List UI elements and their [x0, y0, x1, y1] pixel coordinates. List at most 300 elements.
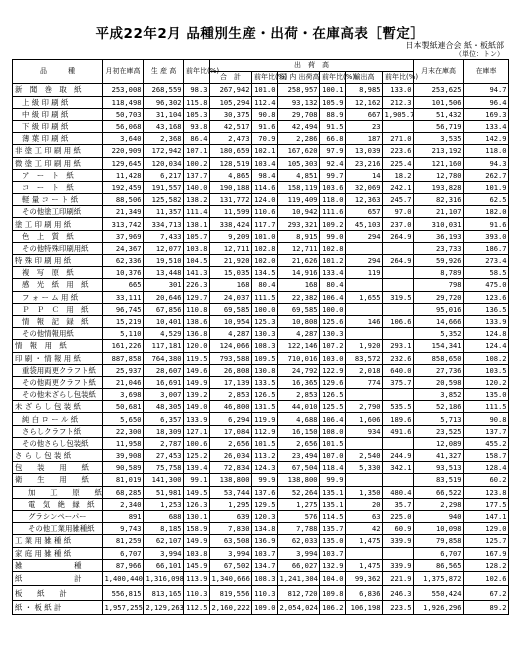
table-cell: 121,160	[414, 157, 464, 169]
row-label: 板 紙 計	[13, 586, 103, 601]
table-cell: 491.6	[383, 425, 414, 437]
table-cell: 237.0	[383, 218, 414, 230]
table-cell	[383, 389, 414, 401]
table-cell: 108.0	[320, 425, 346, 437]
table-cell: 43,168	[144, 120, 184, 132]
table-cell: 10,401	[144, 315, 184, 327]
table-cell: 114.5	[320, 510, 346, 522]
table-row	[13, 255, 509, 267]
table-cell	[346, 437, 383, 449]
table-cell: 1,926,296	[414, 600, 464, 615]
table-cell: 3,994	[144, 547, 184, 559]
table-cell: 123.8	[464, 486, 509, 498]
row-label: コ ー ト 紙	[13, 181, 103, 193]
table-cell: 262.7	[464, 169, 509, 181]
table-cell: 26,034	[210, 450, 252, 462]
table-cell: 48,305	[144, 401, 184, 413]
table-cell: 891	[103, 510, 144, 522]
table-cell: 107.0	[320, 450, 346, 462]
table-cell: 111.5	[252, 291, 278, 303]
table-cell: 124,066	[210, 340, 252, 352]
table-cell: 113.9	[184, 571, 210, 586]
table-cell: 264.9	[383, 230, 414, 242]
table-cell: 27,453	[144, 450, 184, 462]
table-cell: 126.5	[320, 389, 346, 401]
table-row	[13, 84, 509, 96]
table-cell: 23,525	[414, 425, 464, 437]
table-cell: 81,259	[103, 535, 144, 547]
table-cell: 113.2	[252, 450, 278, 462]
row-label: 情 報 用 紙	[13, 340, 103, 352]
table-cell: 172,942	[144, 145, 184, 157]
table-cell: 130.3	[252, 328, 278, 340]
header-production: 生 産 高	[144, 60, 184, 84]
row-label: 未 ざ ら し 包 装 紙	[13, 401, 103, 413]
table-cell: 139.2	[184, 389, 210, 401]
table-cell: 118,498	[103, 96, 144, 108]
table-cell: 124.8	[464, 328, 509, 340]
table-row	[13, 474, 509, 486]
table-cell: 18,309	[144, 425, 184, 437]
table-cell: 8,915	[278, 230, 320, 242]
table-cell: 21,349	[103, 206, 144, 218]
table-cell: 87,966	[103, 559, 144, 571]
row-label: その他さらし包装紙	[13, 437, 103, 449]
table-row	[13, 425, 509, 437]
table-cell: 6,357	[144, 413, 184, 425]
table-cell: 88.9	[320, 108, 346, 120]
table-cell: 96.4	[464, 96, 509, 108]
table-cell: 5,110	[103, 328, 144, 340]
table-cell: 158.9	[184, 523, 210, 535]
table-cell: 273.4	[464, 255, 509, 267]
table-cell: 657	[346, 206, 383, 218]
table-row	[13, 157, 509, 169]
table-cell: 97.0	[383, 206, 414, 218]
table-cell: 124.4	[464, 340, 509, 352]
table-cell: 59,926	[414, 255, 464, 267]
table-cell: 11,428	[103, 169, 144, 181]
table-cell: 2,129,263	[144, 600, 184, 615]
table-cell: 120,034	[144, 157, 184, 169]
table-cell: 12,711	[210, 242, 252, 254]
table-cell: 186.7	[464, 242, 509, 254]
table-row	[13, 462, 509, 474]
table-cell: 112.9	[252, 425, 278, 437]
table-row	[13, 242, 509, 254]
table-row	[13, 133, 509, 145]
table-cell: 86.4	[184, 133, 210, 145]
table-cell: 3,994	[278, 547, 320, 559]
table-cell: 117.7	[252, 218, 278, 230]
report-title: 平成22年2月 品種別生産・出荷・在庫高表［暫定］	[95, 26, 425, 42]
row-label: 雑 種	[13, 559, 103, 571]
table-cell: 576	[278, 510, 320, 522]
table-cell: 97.9	[320, 145, 346, 157]
table-cell: 136.8	[184, 328, 210, 340]
table-cell: 2,054,024	[278, 600, 320, 615]
table-cell: 39,908	[103, 450, 144, 462]
table-row	[13, 145, 509, 157]
table-cell: 253,625	[414, 84, 464, 96]
table-cell: 114.6	[252, 181, 278, 193]
table-cell: 31,104	[144, 108, 184, 120]
table-cell: 934	[346, 425, 383, 437]
table-cell: 190,188	[210, 181, 252, 193]
table-cell: 93,132	[278, 96, 320, 108]
table-cell: 100.6	[184, 437, 210, 449]
table-cell: 125.3	[252, 315, 278, 327]
table-cell: 2,286	[278, 133, 320, 145]
row-label: フ ォ ー ム 用 紙	[13, 291, 103, 303]
table-cell: 161,226	[103, 340, 144, 352]
table-cell: 52,186	[414, 401, 464, 413]
table-cell: 135.0	[320, 535, 346, 547]
table-cell: 158.7	[464, 450, 509, 462]
table-cell: 146	[346, 315, 383, 327]
table-cell: 125.2	[184, 450, 210, 462]
table-cell: 1,340,666	[210, 571, 252, 586]
table-cell: 30,375	[210, 108, 252, 120]
table-cell: 556,815	[103, 586, 144, 601]
table-cell	[383, 267, 414, 279]
row-label: 中 級 印 刷 紙	[13, 108, 103, 120]
table-cell: 167,620	[278, 145, 320, 157]
table-cell: 15,219	[103, 315, 144, 327]
table-cell: 158,119	[278, 181, 320, 193]
table-cell	[346, 474, 383, 486]
table-cell: 2,473	[210, 133, 252, 145]
table-cell: 109.8	[320, 586, 346, 601]
table-cell: 99.0	[320, 230, 346, 242]
header-total-yoy: 前年比(%)	[252, 72, 278, 84]
table-cell: 32,069	[346, 181, 383, 193]
table-cell: 475.0	[464, 279, 509, 291]
table-cell: 480.4	[383, 486, 414, 498]
row-label: 塗 工 印 刷 用 紙	[13, 218, 103, 230]
table-cell: 221.9	[383, 571, 414, 586]
table-cell	[346, 389, 383, 401]
table-cell: 12,089	[414, 437, 464, 449]
table-cell	[383, 242, 414, 254]
table-cell: 83,519	[414, 474, 464, 486]
table-cell: 120.3	[252, 510, 278, 522]
table-cell: 1,241,304	[278, 571, 320, 586]
table-row	[13, 498, 509, 510]
row-label: 下 級 印 刷 紙	[13, 120, 103, 132]
table-cell: 26,808	[210, 364, 252, 376]
table-cell: 16,365	[278, 376, 320, 388]
table-cell: 774	[346, 376, 383, 388]
table-cell: 124.0	[252, 194, 278, 206]
table-cell: 14,916	[278, 267, 320, 279]
table-cell: 1,350	[346, 486, 383, 498]
table-cell: 37,969	[103, 230, 144, 242]
table-cell: 294	[346, 255, 383, 267]
table-cell: 42,517	[210, 120, 252, 132]
header-shipments: 出 荷 高	[210, 60, 414, 72]
table-cell: 3,994	[210, 547, 252, 559]
table-cell: 223.5	[383, 600, 414, 615]
table-cell: 133.4	[464, 120, 509, 132]
table-cell: 138.6	[184, 315, 210, 327]
table-cell: 246.3	[383, 586, 414, 601]
row-label: 紙 計	[13, 571, 103, 586]
table-cell: 66,101	[144, 559, 184, 571]
table-cell: 11,357	[144, 206, 184, 218]
table-cell: 67,502	[210, 559, 252, 571]
table-row	[13, 376, 509, 388]
table-cell: 133.9	[464, 315, 509, 327]
table-cell: 793,588	[210, 352, 252, 364]
table-cell: 12,162	[346, 96, 383, 108]
table-cell: 550,424	[414, 586, 464, 601]
table-cell	[346, 328, 383, 340]
table-cell: 8,185	[144, 523, 184, 535]
table-cell: 101.5	[320, 437, 346, 449]
row-label: さ ら し 包 装 紙	[13, 450, 103, 462]
table-row	[13, 486, 509, 498]
table-cell: 9,209	[210, 230, 252, 242]
table-cell: 134.8	[252, 523, 278, 535]
table-cell: 118.0	[464, 145, 509, 157]
table-cell: 93,513	[414, 462, 464, 474]
table-cell: 1,400,440	[103, 571, 144, 586]
table-cell: 111.4	[184, 206, 210, 218]
table-cell: 99.7	[320, 169, 346, 181]
table-cell: 1,295	[210, 498, 252, 510]
table-cell: 137.7	[184, 169, 210, 181]
table-row	[13, 401, 509, 413]
table-cell: 80.4	[320, 279, 346, 291]
table-cell: 103.8	[184, 242, 210, 254]
header-closing-stock: 月末在庫高	[414, 60, 464, 84]
table-cell: 102.8	[252, 242, 278, 254]
table-cell: 119.5	[184, 352, 210, 364]
table-cell: 134.7	[252, 559, 278, 571]
table-cell: 60.2	[464, 474, 509, 486]
table-cell: 110.3	[184, 586, 210, 601]
table-cell: 24,037	[210, 291, 252, 303]
table-row	[13, 291, 509, 303]
table-cell: 293,321	[278, 218, 320, 230]
table-row	[13, 600, 509, 615]
table-cell: 455.2	[464, 437, 509, 449]
table-cell: 51,432	[414, 108, 464, 120]
table-cell: 68,285	[103, 486, 144, 498]
table-cell: 191,557	[144, 181, 184, 193]
table-cell: 92.4	[320, 157, 346, 169]
table-row	[13, 230, 509, 242]
table-cell: 271.0	[383, 133, 414, 145]
table-row	[13, 328, 509, 340]
table-cell: 812,720	[278, 586, 320, 601]
table-body	[13, 84, 509, 615]
row-label: その他工業用雑種紙	[13, 523, 103, 535]
table-cell: 133.5	[252, 376, 278, 388]
table-cell: 108.3	[252, 571, 278, 586]
table-cell: 149.6	[184, 364, 210, 376]
table-cell: 98.4	[252, 169, 278, 181]
table-cell: 126.3	[184, 498, 210, 510]
table-cell: 4,529	[144, 328, 184, 340]
table-cell: 80.4	[252, 279, 278, 291]
header-domestic-yoy: 前年比(%)	[320, 72, 346, 84]
table-cell: 120.2	[464, 376, 509, 388]
table-row	[13, 389, 509, 401]
table-cell: 245.7	[383, 194, 414, 206]
table-cell: 88,506	[103, 194, 144, 206]
table-cell: 13,039	[346, 145, 383, 157]
table-cell: 189.6	[383, 413, 414, 425]
table-row	[13, 450, 509, 462]
table-cell: 20	[346, 498, 383, 510]
table-cell: 7,433	[144, 230, 184, 242]
table-cell: 192,459	[103, 181, 144, 193]
table-cell: 101,506	[414, 96, 464, 108]
table-row	[13, 315, 509, 327]
table-cell: 15,035	[210, 267, 252, 279]
table-cell: 220,909	[103, 145, 144, 157]
header-stock-ratio: 在庫率	[464, 60, 509, 84]
row-label: その他塗工印刷紙	[13, 206, 103, 218]
table-cell: 96,745	[103, 303, 144, 315]
production-table	[12, 59, 509, 615]
table-cell: 127.1	[184, 425, 210, 437]
row-label: 工 業 用 雑 種 紙	[13, 535, 103, 547]
table-cell: 23,733	[414, 242, 464, 254]
table-cell: 147.1	[464, 510, 509, 522]
table-cell: 22,382	[278, 291, 320, 303]
table-cell: 21,626	[278, 255, 320, 267]
table-cell: 131.5	[252, 401, 278, 413]
table-cell: 213,192	[414, 145, 464, 157]
table-cell: 29,720	[414, 291, 464, 303]
table-row	[13, 206, 509, 218]
table-cell: 339.9	[383, 559, 414, 571]
table-cell: 212.3	[383, 96, 414, 108]
table-cell: 62,336	[103, 255, 144, 267]
table-cell: 137.7	[464, 425, 509, 437]
table-cell	[346, 242, 383, 254]
row-label: Ｐ Ｐ Ｃ 用 紙	[13, 303, 103, 315]
table-cell: 10,098	[414, 523, 464, 535]
table-cell: 2,340	[103, 498, 144, 510]
table-cell: 225.4	[383, 157, 414, 169]
table-cell: 94.3	[464, 157, 509, 169]
table-cell: 63,508	[210, 535, 252, 547]
table-cell: 107.2	[320, 340, 346, 352]
table-cell: 132.9	[320, 559, 346, 571]
table-cell: 135.1	[320, 486, 346, 498]
table-cell: 667	[346, 108, 383, 120]
table-cell: 119.9	[252, 413, 278, 425]
table-row	[13, 96, 509, 108]
table-cell: 107.1	[184, 145, 210, 157]
table-cell: 100.2	[184, 157, 210, 169]
table-cell: 122,146	[278, 340, 320, 352]
table-cell: 2,656	[278, 437, 320, 449]
table-cell: 4,865	[210, 169, 252, 181]
table-cell: 267,942	[210, 84, 252, 96]
table-cell: 60.9	[383, 523, 414, 535]
table-cell: 103.5	[464, 364, 509, 376]
table-cell: 149.9	[184, 376, 210, 388]
table-cell: 1,957,255	[103, 600, 144, 615]
table-cell: 24,367	[103, 242, 144, 254]
table-cell: 154,341	[414, 340, 464, 352]
table-cell: 338,424	[210, 218, 252, 230]
table-cell: 138.2	[184, 194, 210, 206]
table-cell: 103.0	[320, 352, 346, 364]
table-cell: 108.2	[464, 352, 509, 364]
table-cell: 63	[346, 510, 383, 522]
table-cell: 129.6	[320, 376, 346, 388]
table-row	[13, 571, 509, 586]
table-cell: 6,707	[414, 547, 464, 559]
table-cell: 23,216	[346, 157, 383, 169]
table-cell: 112.5	[184, 600, 210, 615]
table-cell: 223.6	[383, 145, 414, 157]
table-cell: 18.2	[383, 169, 414, 181]
table-cell: 105.3	[184, 108, 210, 120]
table-cell: 105.9	[320, 96, 346, 108]
header-category: 品 種	[13, 60, 103, 84]
table-cell: 149.9	[184, 535, 210, 547]
table-cell: 535.5	[383, 401, 414, 413]
header-opening-stock: 月初在庫高	[103, 60, 144, 84]
table-cell: 10,808	[278, 315, 320, 327]
table-cell: 8,985	[346, 84, 383, 96]
table-cell: 62.5	[464, 194, 509, 206]
table-cell: 106,198	[346, 600, 383, 615]
table-cell: 105,303	[278, 157, 320, 169]
table-cell: 125.6	[320, 315, 346, 327]
table-cell: 3,640	[103, 133, 144, 145]
table-row	[13, 169, 509, 181]
table-cell: 56,719	[414, 120, 464, 132]
table-cell: 110.6	[252, 206, 278, 218]
table-cell: 96,302	[144, 96, 184, 108]
table-cell: 130.1	[184, 510, 210, 522]
table-cell: 125.5	[320, 401, 346, 413]
table-cell: 2,368	[144, 133, 184, 145]
table-cell: 688	[144, 510, 184, 522]
table-cell: 6,217	[144, 169, 184, 181]
table-row	[13, 194, 509, 206]
table-cell: 6,294	[210, 413, 252, 425]
table-cell: 50,703	[103, 108, 144, 120]
table-cell: 67,856	[144, 303, 184, 315]
header-export: 輸出高	[346, 72, 383, 84]
table-cell: 138.1	[184, 218, 210, 230]
table-cell: 141.3	[184, 267, 210, 279]
table-cell: 45,103	[346, 218, 383, 230]
table-cell: 135.7	[320, 523, 346, 535]
table-cell: 1,655	[346, 291, 383, 303]
table-cell: 136.9	[252, 535, 278, 547]
table-cell: 798	[414, 279, 464, 291]
table-cell: 21,920	[210, 255, 252, 267]
table-cell: 106.2	[320, 600, 346, 615]
table-cell: 72,834	[210, 462, 252, 474]
table-cell: 119	[346, 267, 383, 279]
table-cell: 109.2	[320, 218, 346, 230]
table-cell: 12,780	[414, 169, 464, 181]
table-cell: 130.8	[252, 364, 278, 376]
table-cell: 7,788	[278, 523, 320, 535]
row-label: 紙 ・ 板 紙 計	[13, 600, 103, 615]
